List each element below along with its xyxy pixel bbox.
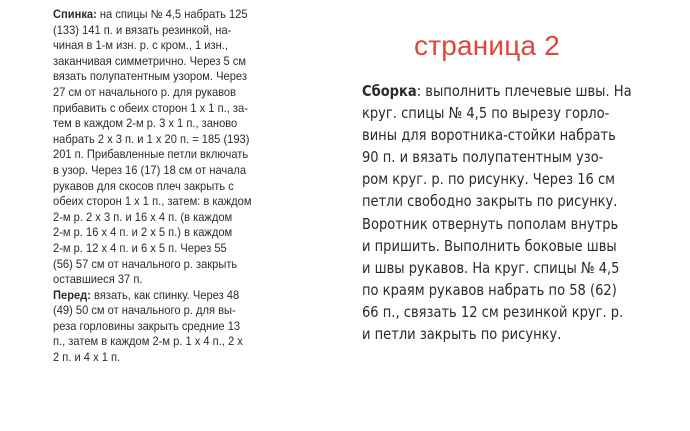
left-column-line [53, 334, 301, 350]
line-text: круг. спицы № 4,5 по вырезу горло- [362, 104, 610, 123]
section-heading: Спинка: [53, 8, 97, 21]
back-front-instructions [53, 7, 301, 366]
line-text: прибавить с обеих сторон 1 х 1 п., за- [53, 101, 248, 115]
line-text: тем в каждом 2-м р. 3 х 1 п., заново [53, 117, 238, 131]
line-text: рукавов для скосов плеч закрыть с [53, 179, 234, 193]
line-text: вины для воротника-стойки набрать [362, 126, 616, 145]
right-column-line [362, 80, 682, 102]
page-number-label: страница 2 [414, 30, 561, 61]
line-text: по краям рукавов набрать по 58 (62) [362, 280, 617, 299]
left-column-line [53, 116, 301, 132]
left-column-line [53, 257, 301, 273]
line-text: в узор. Через 16 (17) 18 см от начала [53, 163, 247, 177]
left-column-line [53, 54, 301, 70]
line-text: на спицы № 4,5 набрать 125 [96, 8, 248, 21]
line-text: 2 п. и 4 х 1 п. [53, 351, 121, 365]
section-heading: Сборка [362, 82, 417, 100]
left-column-line [53, 101, 301, 117]
left-column-line [53, 179, 301, 195]
left-column-line [53, 303, 301, 319]
line-text: заканчивая симметрично. Через 5 см [53, 54, 247, 68]
left-column-line [53, 85, 301, 101]
line-text: вязать полупатентным узором. Через [53, 70, 247, 84]
section-heading: Перед: [53, 288, 91, 302]
right-column-line [362, 235, 682, 257]
line-text: 201 п. Прибавленные петли включать [53, 148, 249, 162]
line-text: 27 см от начального р. для рукавов [53, 85, 237, 99]
line-text: (56) 57 см от начального р. закрыть [53, 257, 238, 271]
line-text: реза горловины закрыть средние 13 [53, 319, 241, 333]
line-text: оставшиеся 37 п. [53, 273, 143, 287]
line-text: набрать 2 х 3 п. и 1 х 20 п. = 185 (193) [53, 132, 250, 146]
line-text: петли свободно закрыть по рисунку. [362, 192, 618, 211]
left-column-line [53, 147, 301, 163]
line-text: 2-м р. 2 х 3 п. и 16 х 4 п. (в каждом [53, 210, 233, 224]
line-text: и петли закрыть по рисунку. [362, 325, 562, 344]
left-column-line [53, 132, 301, 148]
line-text: (133) 141 п. и вязать резинкой, на- [53, 23, 232, 37]
left-column-line [53, 7, 301, 23]
line-text: 2-м р. 16 х 4 п. и 2 х 5 п.) в каждом [53, 226, 233, 240]
left-column-line [53, 225, 301, 241]
line-text: 66 п., связать 12 см резинкой круг. р. [362, 302, 624, 321]
left-column-line [53, 288, 301, 304]
left-column-line [53, 272, 301, 288]
line-text: : выполнить плечевые швы. На [416, 82, 632, 100]
line-text: (49) 50 см от начального р. для вы- [53, 304, 236, 318]
right-column-line [362, 190, 682, 212]
right-column-line [362, 213, 682, 235]
right-column-line [362, 257, 682, 279]
left-column-line [53, 210, 301, 226]
right-column-line [362, 301, 682, 323]
right-column-line [362, 323, 682, 345]
left-column-line [53, 23, 301, 39]
line-text: п., затем в каждом 2-м р. 1 х 4 п., 2 х [53, 335, 243, 349]
left-column-line [53, 38, 301, 54]
line-text: 90 п. и вязать полупатентным узо- [362, 148, 604, 167]
right-column-line [362, 124, 682, 146]
line-text: чиная в 1-м изн. р. с кром., 1 изн., [53, 39, 228, 53]
line-text: обеих сторон 1 х 1 п., затем: в каждом [53, 195, 252, 209]
line-text: вязать, как спинку. Через 48 [90, 288, 240, 302]
left-column-line [53, 194, 301, 210]
left-column-line [53, 69, 301, 85]
right-column-line [362, 102, 682, 124]
right-column-line [362, 279, 682, 301]
line-text: и швы рукавов. На круг. спицы № 4,5 [362, 258, 620, 277]
right-column-line [362, 168, 682, 190]
left-column-line [53, 319, 301, 335]
right-column-line [362, 146, 682, 168]
line-text: и пришить. Выполнить боковые швы [362, 236, 617, 255]
assembly-instructions [362, 80, 682, 345]
line-text: ром круг. р. по рисунку. Через 16 см [362, 170, 616, 189]
line-text: 2-м р. 12 х 4 п. и 6 х 5 п. Через 55 [53, 241, 227, 255]
left-column-line [53, 163, 301, 179]
left-column-line [53, 350, 301, 366]
line-text: Воротник отвернуть пополам внутрь [362, 214, 619, 233]
left-column-line [53, 241, 301, 257]
